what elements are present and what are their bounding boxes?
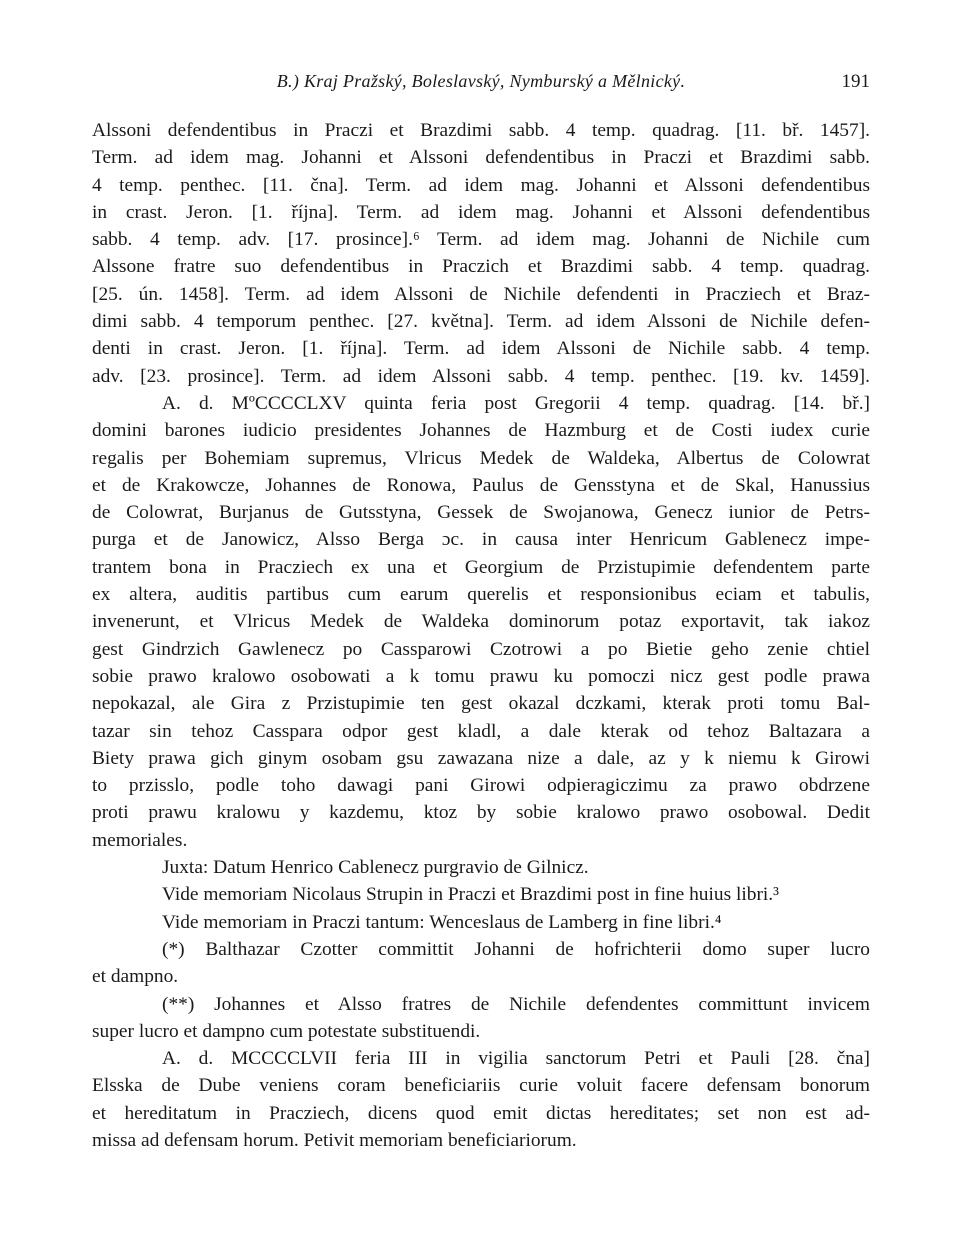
text-line: A. d. MCCCCLVII feria III in vigilia sanctorum Petri et Pauli [28. čna] [162,1048,870,1070]
running-head: B.) Kraj Pražský, Boleslavský, Nymburský a Mělnický. [276,71,686,91]
text-line: Term. ad idem mag. Johanni et Alssoni defendentibus in Praczi et Brazdimi sabb. [92,147,870,169]
body-text [92,117,870,1154]
page-header [92,71,870,101]
text-line: [25. ún. 1458]. Term. ad idem Alssoni de Nichile defendenti in Pracziech et Braz- [92,283,870,305]
text-line: trantem bona in Pracziech ex una et Georgium de Przistupimie defendentem parte [92,556,870,578]
text-line: missa ad defensam horum. Petivit memoriam beneficiariorum. [92,1129,577,1151]
text-line: Biety prawa gich ginym osobam gsu zawazana nize a dale, az y k niemu k Girowi [92,747,870,769]
text-line: tazar sin tehoz Casspara odpor gest kladl, a dale kterak od tehoz Baltazara a [92,720,870,742]
text-line: adv. [23. prosince]. Term. ad idem Alssoni sabb. 4 temp. penthec. [19. kv. 1459]. [92,365,870,387]
text-line: regalis per Bohemiam supremus, Vlricus Medek de Waldeka, Albertus de Colowrat [92,447,870,469]
text-line: nepokazal, ale Gira z Przistupimie ten gest okazal dczkami, kterak proti tomu Bal- [92,693,870,715]
text-line: purga et de Janowicz, Alsso Berga ɔc. in causa inter Henricum Gablenecz impe- [92,529,870,551]
text-line: Juxta: Datum Henrico Cablenecz purgravio de Gilnicz. [162,857,589,879]
text-line: Vide memoriam Nicolaus Strupin in Praczi et Brazdimi post in fine huius libri.³ [162,884,779,906]
text-line: sabb. 4 temp. adv. [17. prosince].⁶ Term. ad idem mag. Johanni de Nichile cum [92,229,870,251]
text-line: to przisslo, podle toho dawagi pani Girowi odpieragiczimu za prawo obdrzene [92,775,870,797]
text-line: (*) Balthazar Czotter committit Johanni de hofrichterii domo super lucro [162,938,870,960]
text-line: et de Krakowcze, Johannes de Ronowa, Paulus de Gensstyna et de Skal, Hanussius [92,474,870,496]
text-line: gest Gindrzich Gawlenecz po Cassparowi Czotrowi a po Bietie geho zenie chtiel [92,638,870,660]
text-line: super lucro et dampno cum potestate substituendi. [92,1020,481,1042]
text-line: Elsska de Dube veniens coram beneficiariis curie voluit facere defensam bonorum [92,1075,870,1097]
page-number: 191 [841,71,870,92]
text-line: Vide memoriam in Praczi tantum: Wenceslaus de Lamberg in fine libri.⁴ [162,911,722,933]
text-line: et hereditatum in Pracziech, dicens quod emit dictas hereditates; set non est ad- [92,1102,870,1124]
text-line: (**) Johannes et Alsso fratres de Nichile defendentes committunt invicem [162,993,870,1015]
text-line: dimi sabb. 4 temporum penthec. [27. května]. Term. ad idem Alssoni de Nichile defen- [92,311,870,333]
text-line: Alssone fratre suo defendentibus in Praczich et Brazdimi sabb. 4 temp. quadrag. [92,256,870,278]
text-line: in crast. Jeron. [1. října]. Term. ad idem mag. Johanni et Alssoni defendentibus [92,201,870,223]
text-line: memoriales. [92,829,188,851]
text-line: ex altera, auditis partibus cum earum querelis et responsionibus eciam et tabulis, [92,584,870,606]
text-line: 4 temp. penthec. [11. čna]. Term. ad idem mag. Johanni et Alssoni defendentibus [92,174,870,196]
text-line: et dampno. [92,966,179,988]
text-line: invenerunt, et Vlricus Medek de Waldeka dominorum potaz exportavit, tak iakoz [92,611,870,633]
text-line: de Colowrat, Burjanus de Gutsstyna, Gessek de Swojanowa, Genecz iunior de Petrs- [92,502,870,524]
text-line: domini barones iudicio presidentes Johannes de Hazmburg et de Costi iudex curie [92,420,870,442]
text-line: sobie prawo kralowo osobowati a k tomu prawu ku pomoczi nicz gest podle prawa [92,665,870,687]
text-line: denti in crast. Jeron. [1. října]. Term. ad idem Alssoni de Nichile sabb. 4 temp. [92,338,870,360]
text-line: A. d. MºCCCCLXV quinta feria post Gregorii 4 temp. quadrag. [14. bř.] [162,392,870,414]
text-line: proti prawu kralowu y kazdemu, ktoz by sobie kralowo prawo osobowal. Dedit [92,802,870,824]
text-line: Alssoni defendentibus in Praczi et Brazdimi sabb. 4 temp. quadrag. [11. bř. 1457]. [92,120,870,141]
